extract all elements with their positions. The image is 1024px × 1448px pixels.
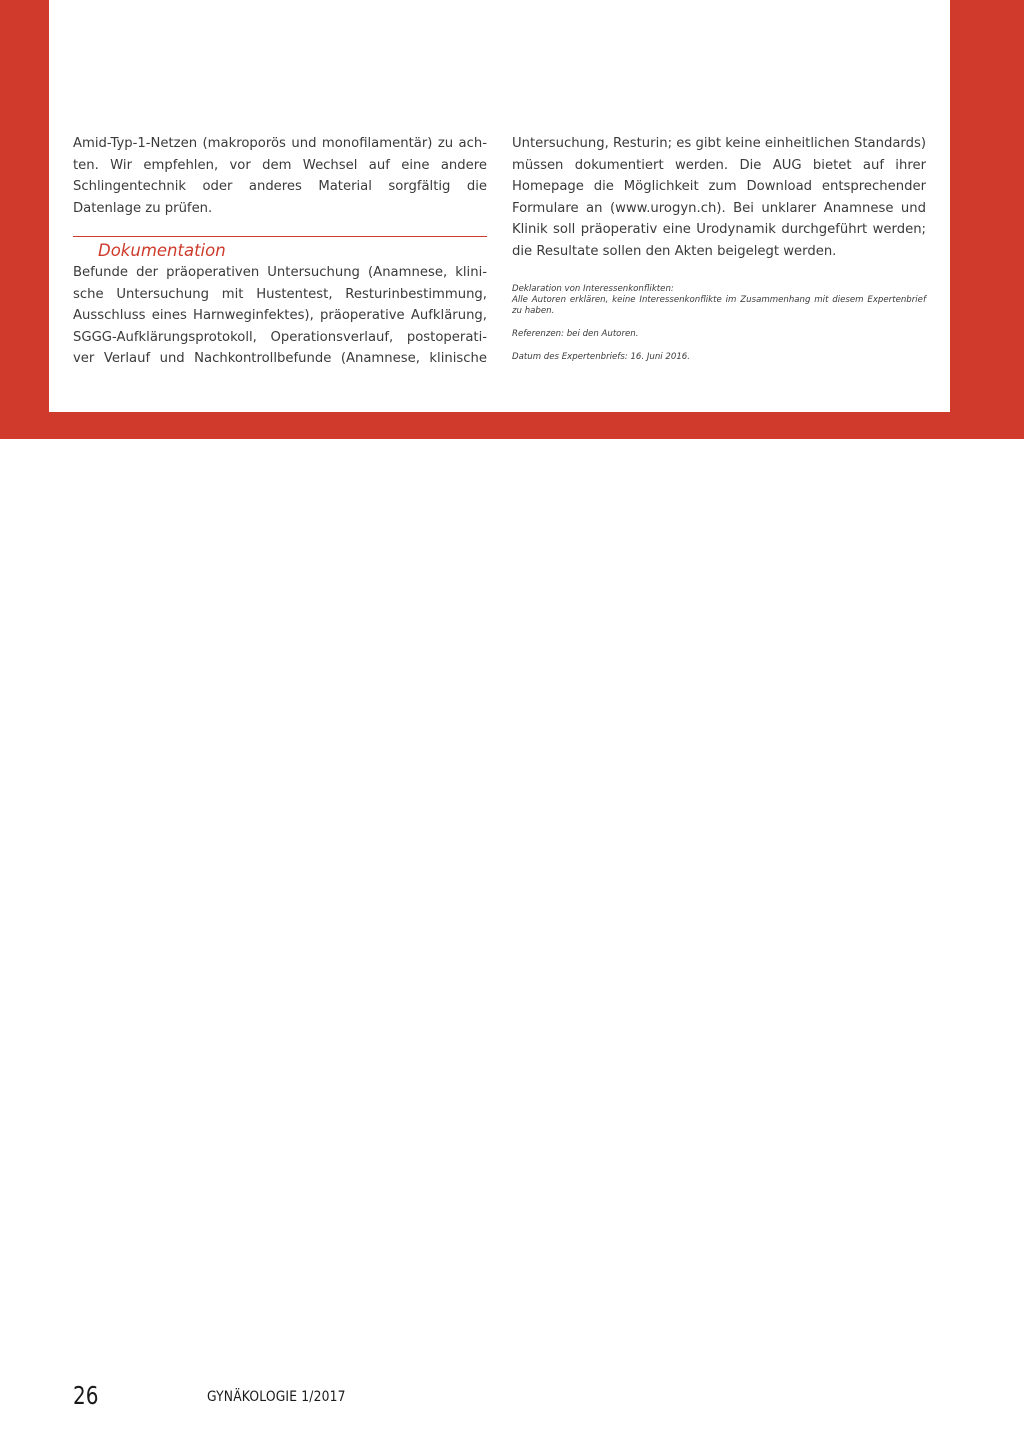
- page-number: 26: [73, 1381, 99, 1410]
- text-line: die Resultate sollen den Akten beigelegt werden.: [512, 243, 837, 259]
- intro-paragraph: [73, 133, 487, 219]
- text-line: müssen dokumentiert werden. Die AUG bietet auf ihrer: [512, 157, 926, 173]
- text-line: Ausschluss eines Harnweginfektes), präoperative Aufklärung,: [73, 308, 487, 323]
- text-line: ver Verlauf und Nachkontrollbefunde (Anamnese, klinische: [73, 351, 487, 366]
- text-line: Befunde der präoperativen Untersuchung (Anamnese, klini-: [73, 265, 487, 280]
- text-line: Schlingentechnik oder anderes Material sorgfältig die: [73, 179, 487, 194]
- footnotes: [512, 284, 926, 363]
- declaration-title: Deklaration von Interessenkonflikten:: [512, 284, 674, 294]
- text-line: SGGG-Aufklärungsprotokoll, Operationsverlauf, postoperati-: [73, 329, 487, 345]
- left-column: [73, 133, 487, 370]
- text-line: Untersuchung, Resturin; es gibt keine einheitlichen Standards): [512, 136, 926, 151]
- documentation-paragraph: [73, 262, 487, 370]
- text-line: Amid-Typ-1-Netzen (makroporös und monofilamentär) zu ach-: [73, 136, 487, 151]
- continuation-paragraph: [512, 133, 926, 262]
- section-divider: [73, 236, 487, 237]
- section-heading: Dokumentation: [98, 241, 226, 260]
- text-line: Formulare an (www.urogyn.ch). Bei unklarer Anamnese und: [512, 200, 926, 216]
- text-line: ten. Wir empfehlen, vor dem Wechsel auf eine andere: [73, 157, 487, 173]
- references-note: Referenzen: bei den Autoren.: [512, 329, 639, 339]
- text-line: Homepage die Möglichkeit zum Download entsprechender: [512, 179, 926, 194]
- date-note: Datum des Expertenbriefs: 16. Juni 2016.: [512, 352, 690, 362]
- right-column: [512, 133, 926, 363]
- text-line: Datenlage zu prüfen.: [73, 200, 213, 216]
- declaration-text: Alle Autoren erklären, keine Interessenkonflikte im Zusammenhang mit diesem Expertenbrief zu haben.: [512, 295, 926, 316]
- text-line: sche Untersuchung mit Hustentest, Resturinbestimmung,: [73, 286, 487, 302]
- journal-title: GYNÄKOLOGIE 1/2017: [207, 1389, 346, 1405]
- text-line: Klinik soll präoperativ eine Urodynamik durchgeführt werden;: [512, 222, 926, 237]
